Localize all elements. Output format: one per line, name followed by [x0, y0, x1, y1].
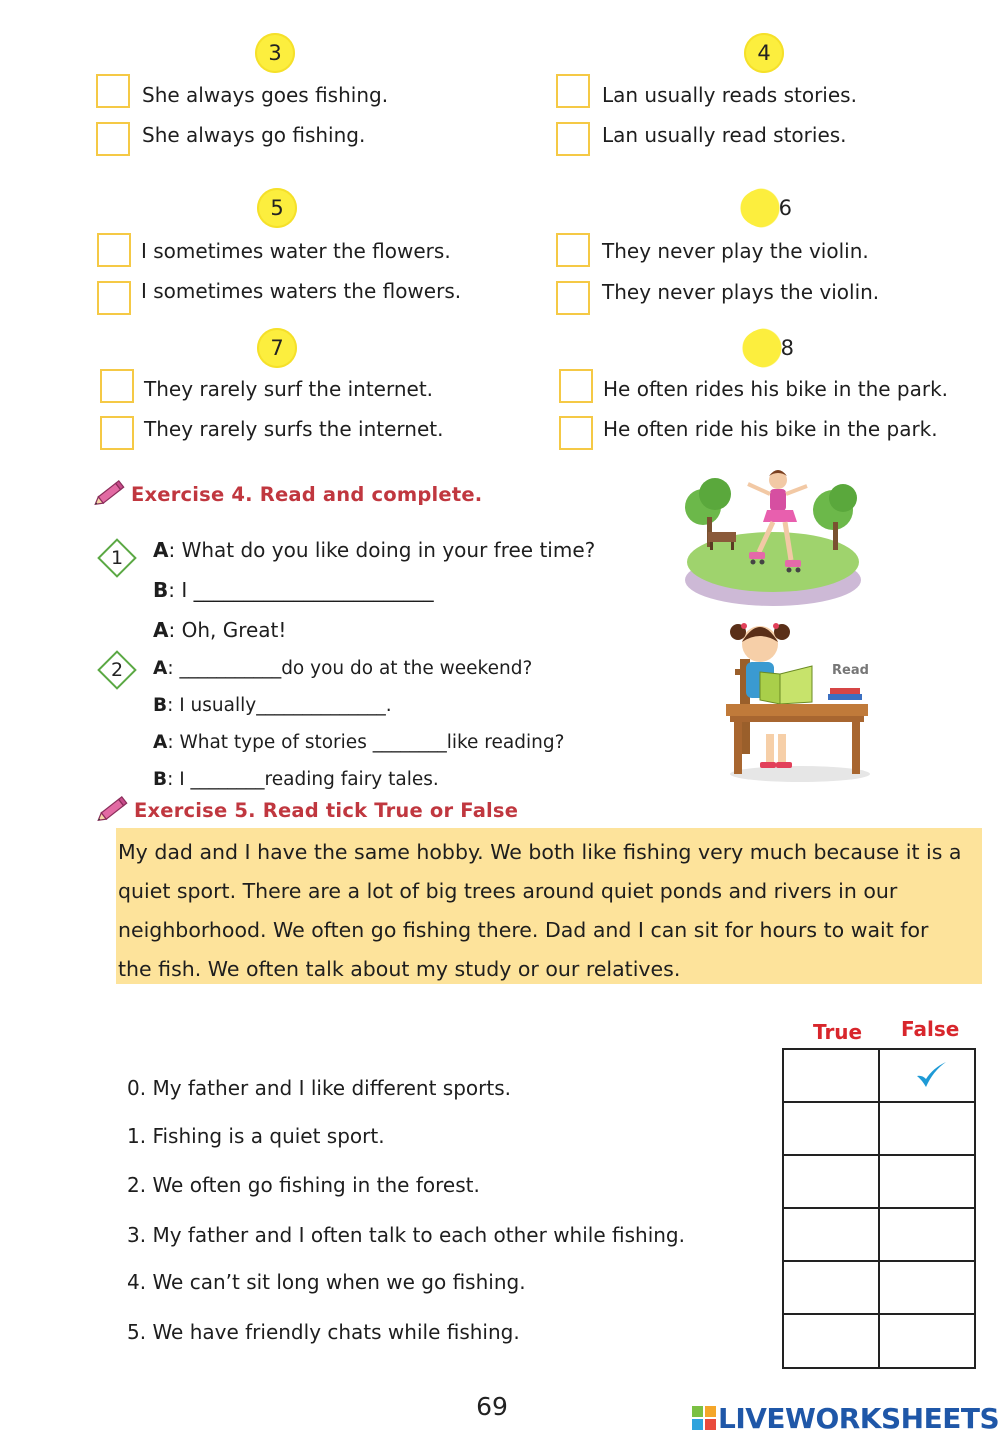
column-header-true: True — [813, 1020, 863, 1044]
question-number-4: 4 — [744, 33, 784, 73]
reading-girl-illustration — [720, 614, 876, 784]
checkmark-icon — [914, 1060, 948, 1090]
pencil-icon — [94, 476, 128, 508]
question-number: 1 — [110, 547, 124, 569]
exercise-4-title: Exercise 4. Read and complete. — [131, 483, 483, 506]
true-cell-2[interactable] — [782, 1154, 880, 1209]
false-cell-3[interactable] — [878, 1207, 976, 1262]
option-text: He often ride his bike in the park. — [603, 417, 938, 441]
dialogue-line — [153, 769, 439, 790]
passage-line: neighborhood. We often go fishing there. Dad and I can sit for hours to wait for — [118, 918, 929, 942]
question-number-3: 3 — [255, 33, 295, 73]
true-cell-3[interactable] — [782, 1207, 880, 1262]
question-number-6: 6 — [740, 188, 792, 228]
speaker: A — [153, 618, 169, 642]
answer-checkbox[interactable] — [97, 281, 131, 315]
page-number: 69 — [476, 1392, 508, 1421]
dialogue-line — [153, 658, 532, 679]
speaker: B — [153, 769, 168, 790]
option-text: He often rides his bike in the park. — [603, 377, 949, 401]
answer-blank[interactable]: : I usually______________. — [167, 695, 392, 716]
answer-checkbox[interactable] — [100, 369, 134, 403]
brand-name[interactable]: LIVEWORKSHEETS — [718, 1402, 1000, 1435]
statement: 4. We can’t sit long when we go fishing. — [127, 1270, 526, 1294]
option-text: She always goes fishing. — [142, 83, 389, 107]
false-cell-5[interactable] — [878, 1313, 976, 1369]
answer-checkbox[interactable] — [96, 122, 130, 156]
answer-checkbox[interactable] — [556, 74, 590, 108]
option-text: They rarely surfs the internet. — [144, 417, 444, 441]
speaker: B — [153, 578, 169, 602]
true-cell-5[interactable] — [782, 1313, 880, 1369]
answer-checkbox[interactable] — [97, 233, 131, 267]
option-text: Lan usually read stories. — [602, 123, 847, 147]
question-number-5: 5 — [257, 188, 297, 228]
speaker: A — [153, 538, 169, 562]
answer-checkbox[interactable] — [556, 233, 590, 267]
answer-checkbox[interactable] — [100, 416, 134, 450]
liveworksheets-logo-icon — [692, 1406, 716, 1430]
statement: 1. Fishing is a quiet sport. — [127, 1124, 385, 1148]
speaker: B — [153, 695, 168, 716]
dialogue-line — [153, 695, 392, 716]
read-label: Read — [832, 663, 869, 678]
false-cell-2[interactable] — [878, 1154, 976, 1209]
answer-checkbox[interactable] — [559, 416, 593, 450]
answer-blank[interactable]: : What type of stories ________like reading? — [167, 732, 565, 753]
question-number-8: 8 — [742, 328, 794, 368]
false-cell-1[interactable] — [878, 1101, 976, 1156]
speaker: A — [153, 658, 168, 679]
answer-checkbox[interactable] — [559, 369, 593, 403]
option-text: They rarely surf the internet. — [144, 377, 434, 401]
line-text: : Oh, Great! — [168, 618, 287, 642]
passage-line: the fish. We often talk about my study or our relatives. — [118, 957, 681, 981]
answer-checkbox[interactable] — [96, 74, 130, 108]
option-text: I sometimes water the flowers. — [141, 239, 451, 263]
statement: 3. My father and I often talk to each other while fishing. — [127, 1223, 685, 1247]
false-cell-0[interactable] — [878, 1048, 976, 1103]
option-text: She always go fishing. — [142, 123, 366, 147]
option-text: Lan usually reads stories. — [602, 83, 857, 107]
dialogue-line — [153, 618, 286, 642]
statement: 2. We often go fishing in the forest. — [127, 1173, 480, 1197]
dialogue-line — [153, 538, 595, 562]
rollerskating-illustration — [683, 462, 863, 607]
answer-blank[interactable]: : I ________reading fairy tales. — [167, 769, 439, 790]
false-cell-4[interactable] — [878, 1260, 976, 1315]
dialogue-line — [153, 732, 564, 753]
statement: 0. My father and I like different sports. — [127, 1076, 511, 1100]
question-number: 2 — [110, 659, 124, 681]
answer-checkbox[interactable] — [556, 122, 590, 156]
true-cell-1[interactable] — [782, 1101, 880, 1156]
column-header-false: False — [901, 1017, 960, 1041]
answer-blank[interactable]: : ___________do you do at the weekend? — [167, 658, 533, 679]
true-cell-0[interactable] — [782, 1048, 880, 1103]
pencil-icon — [97, 792, 131, 824]
option-text: They never plays the violin. — [602, 280, 880, 304]
passage-line: My dad and I have the same hobby. We both like fishing very much because it is a — [118, 840, 962, 864]
statement: 5. We have friendly chats while fishing. — [127, 1320, 520, 1344]
speaker: A — [153, 732, 168, 753]
option-text: I sometimes waters the flowers. — [141, 279, 462, 303]
passage-line: quiet sport. There are a lot of big trees around quiet ponds and rivers in our — [118, 879, 898, 903]
line-text: : What do you like doing in your free time? — [168, 538, 596, 562]
answer-checkbox[interactable] — [556, 281, 590, 315]
answer-blank[interactable]: : I ________________________ — [168, 578, 434, 602]
true-cell-4[interactable] — [782, 1260, 880, 1315]
dialogue-line — [153, 578, 434, 602]
question-number-7: 7 — [257, 328, 297, 368]
option-text: They never play the violin. — [602, 239, 869, 263]
exercise-5-title: Exercise 5. Read tick True or False — [134, 799, 519, 822]
